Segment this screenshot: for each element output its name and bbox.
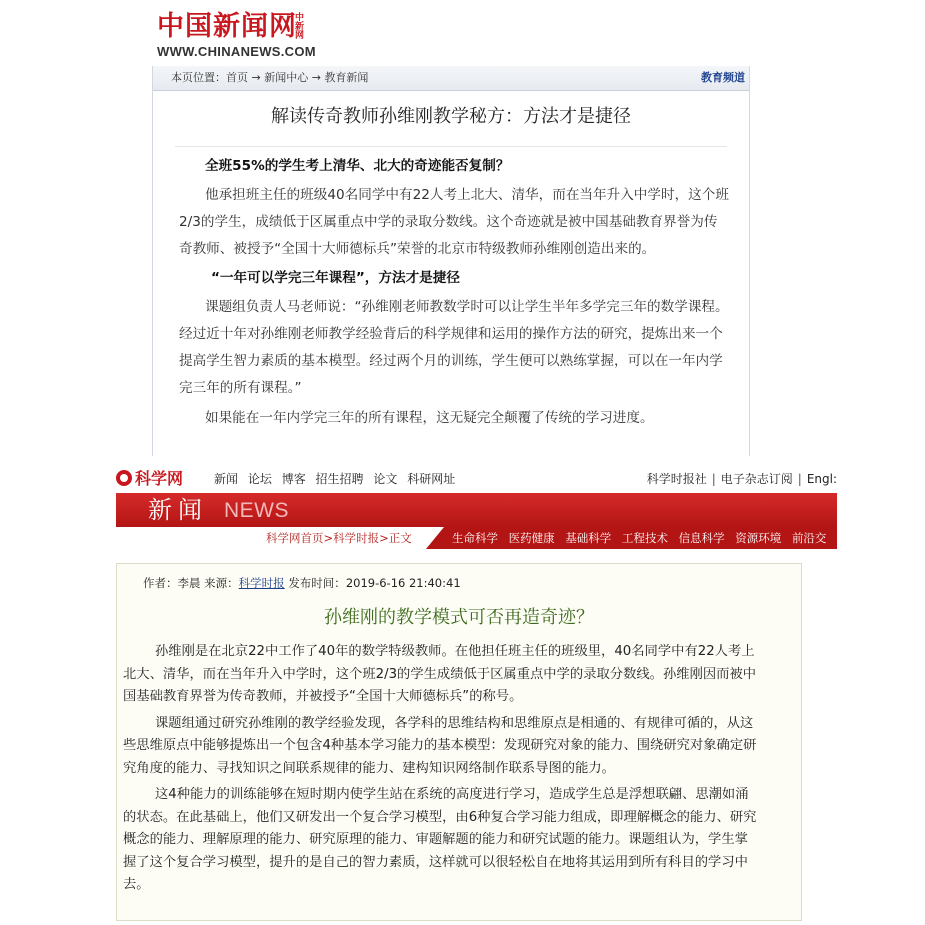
time-label: 发布时间： [288,576,346,590]
sciencenet-logo[interactable] [116,469,183,489]
chinanews-logo-url: WWW.CHINANEWS.COM [157,44,316,59]
sciencenet-article-panel [116,563,802,921]
category-medicine-health[interactable]: 医药健康 [508,531,555,545]
banner-title-en: NEWS [224,499,289,522]
breadcrumb-separator: > [323,531,334,545]
chinanews-logo-text: 中国新闻网 [157,11,297,42]
article-subheading: “一年可以学完三年课程”，方法才是捷径 [211,270,460,286]
author-name: 李晨 [177,576,201,590]
nav-link-english[interactable]: Engl: [806,472,837,486]
category-information-science[interactable]: 信息科学 [678,531,725,545]
nav-link-news[interactable]: 新闻 [214,472,239,486]
article-body [179,154,731,435]
article-title: 孙维刚的教学模式可否再造奇迹？ [324,607,594,628]
sciencenet-nav-links [214,466,461,492]
news-banner [116,493,837,527]
breadcrumb-separator: > [379,531,389,545]
breadcrumb-current: 正文 [388,531,412,545]
category-engineering[interactable]: 工程技术 [621,531,668,545]
sciencenet-subnav [116,527,837,549]
nav-link-recruitment[interactable]: 招生招聘 [315,472,364,486]
sciencenet-logo-icon [116,470,132,486]
nav-link-papers[interactable]: 论文 [373,472,398,486]
breadcrumb [266,527,412,549]
article-meta [143,575,461,591]
banner-title-cn: 新闻 [148,496,208,524]
chinanews-article-frame [152,66,750,456]
nav-link-research-sites[interactable]: 科研网址 [407,472,456,486]
education-channel-link[interactable]: 教育频道 [701,71,745,84]
category-life-science[interactable]: 生命科学 [452,531,498,545]
category-bar [426,527,837,549]
breadcrumb-education-news[interactable]: 教育新闻 [324,71,369,84]
category-basic-science[interactable]: 基础科学 [565,531,612,545]
chinanews-logo[interactable] [157,12,317,60]
publish-time: 2019-6-16 21:40:41 [345,576,461,590]
sciencenet-top-nav [116,466,837,492]
breadcrumb-home[interactable]: 首页 [226,71,248,84]
article-paragraph: 课题组通过研究孙维刚的教学经验发现，各学科的思维结构和思维原点是相通的、有规律可循的，从这些思维原点中能够提炼出一个包含4种基本学习能力的基本模型：发现研究对象的能力、围绕研究对象确定研究角度的能力、寻找知识之间联系规律的能力、建构知识网络制作联系导图的能力。 [123,715,757,776]
breadcrumb-news-center[interactable]: 新闻中心 [264,71,309,84]
article-paragraph: 这4种能力的训练能够在短时期内使学生站在系统的高度进行学习，造成学生总是浮想联翩、思潮如涌的状态。在此基础上，他们又研发出一个复合学习模型，由6种复合学习能力组成，即理解概念的能力、研究概念的能力、理解原理的能力、研究原理的能力、审题解题的能力和研究试题的能力。课题组认为，学生掌握了这个复合学习模型，提升的是自己的智力素质，这样就可以很轻松自在地将其运用到所有科目的学习中去。 [123,787,757,892]
article-body [123,641,761,901]
source-label: 来源： [204,576,239,590]
chinanews-logo-side: 中新网 [295,13,305,41]
author-label: 作者： [143,576,178,590]
breadcrumb-science-times[interactable]: 科学时报 [333,531,380,545]
breadcrumb-home[interactable]: 科学网首页 [266,531,324,545]
sciencenet-right-links [647,466,837,492]
article-paragraph: 课题组负责人马老师说：“孙维刚老师教数学时可以让学生半年多学完三年的数学课程。经过近十年对孙维刚老师教学经验背后的科学规律和运用的操作方法的研究，提炼出来一个提高学生智力素质的基本模型。经过两个月的训练，学生便可以熟练掌握，可以在一年内学完三年的所有课程。” [179,299,729,396]
nav-separator: | [711,472,716,486]
article-paragraph: 他承担班主任的班级40名同学中有22人考上北大、清华，而在当年升入中学时，这个班2/3的学生，成绩低于区属重点中学的录取分数线。这个奇迹就是被中国基础教育界誉为传奇教师、被授予“全国十大师德标兵”荣誉的北京市特级教师孙维刚创造出来的。 [179,187,729,257]
breadcrumb [171,66,368,90]
article-paragraph: 如果能在一年内学完三年的所有课程，这无疑完全颠覆了传统的学习进度。 [205,410,654,426]
title-divider [175,146,727,147]
nav-link-blog[interactable]: 博客 [281,472,306,486]
nav-link-ejournal[interactable]: 电子杂志订阅 [720,472,793,486]
article-subheading: 全班55%的学生考上清华、北大的奇迹能否复制？ [205,158,510,174]
article-paragraph: 孙维刚是在北京22中工作了40年的数学特级教师。在他担任班主任的班级里，40名同学中有22人考上北大、清华，而在当年升入中学时，这个班2/3的学生成绩低于区属重点中学的录取分数线。孙维刚因而被中国基础教育界誉为传奇教师，并被授予“全国十大师德标兵”的称号。 [123,644,757,704]
nav-separator: | [797,472,802,486]
page-title: 解读传奇教师孙维刚教学秘方：方法才是捷径 [271,106,631,127]
category-resources-environment[interactable]: 资源环境 [735,531,782,545]
sciencenet-logo-text: 科学网 [135,469,184,488]
breadcrumb-separator: → [251,71,261,84]
chinanews-location-bar [153,66,749,91]
breadcrumb-prefix: 本页位置： [171,71,226,84]
source-link[interactable]: 科学时报 [238,576,285,590]
nav-link-forum[interactable]: 论坛 [247,472,272,486]
category-frontier[interactable]: 前沿交 [791,531,827,545]
breadcrumb-separator: → [311,71,321,84]
nav-link-science-times[interactable]: 科学时报社 [646,472,707,486]
